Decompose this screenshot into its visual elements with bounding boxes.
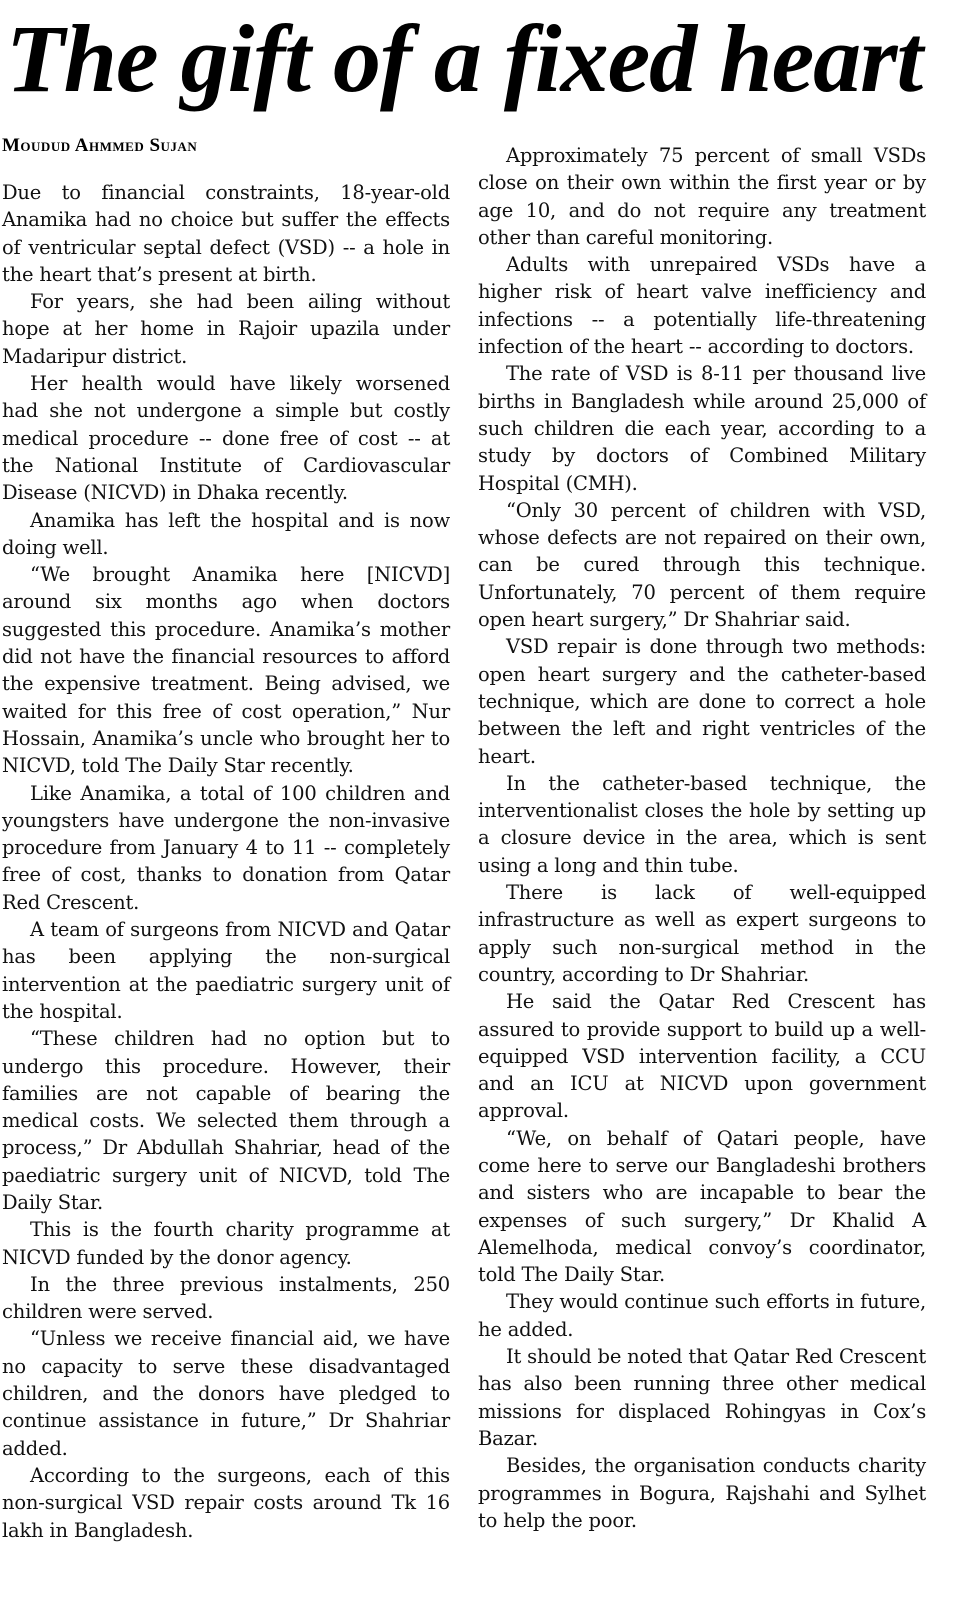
paragraph: A team of surgeons from NICVD and Qatar has been applying the non-surgical intervention at the paediatric surgery unit of the hospital. xyxy=(2,918,450,1023)
paragraph: It should be noted that Qatar Red Crescent has also been running three other medical missions for displaced Rohingyas in Cox’s Bazar. xyxy=(478,1345,926,1450)
article-column-right xyxy=(478,142,926,1534)
article-byline: Moudud Ahmmed Sujan xyxy=(2,135,198,156)
paragraph: “Unless we receive financial aid, we have no capacity to serve these disadvantaged children, and the donors have pledged to continue assistance in future,” Dr Shahriar added. xyxy=(2,1327,450,1460)
article-column-left xyxy=(2,179,450,1544)
paragraph: “These children had no option but to undergo this procedure. However, their families are not capable of bearing the medical costs. We selected them through a process,” Dr Abdullah Shahriar, head of the paediatric surgery unit of NICVD, told The Daily Star. xyxy=(2,1027,450,1214)
paragraph: They would continue such efforts in future, he added. xyxy=(478,1290,926,1341)
paragraph: Like Anamika, a total of 100 children and youngsters have undergone the non-invasive procedure from January 4 to 11 -- completely free of cost, thanks to donation from Qatar Red Crescent. xyxy=(2,781,450,914)
paragraph: VSD repair is done through two methods: open heart surgery and the catheter-based technique, which are done to correct a hole between the left and right ventricles of the heart. xyxy=(478,635,926,768)
paragraph: According to the surgeons, each of this non-surgical VSD repair costs around Tk 16 lakh in Bangladesh. xyxy=(2,1463,450,1542)
paragraph: This is the fourth charity programme at NICVD funded by the donor agency. xyxy=(2,1218,450,1269)
paragraph: “We brought Anamika here [NICVD] around six months ago when doctors suggested this procedure. Anamika’s mother did not have the financial resources to afford the expensive treatment. Being advised, we waited for this free of cost operation,” Nur Hossain, Anamika’s uncle who brought her to NICVD, told The Daily Star recently. xyxy=(2,563,450,778)
paragraph: Anamika has left the hospital and is now doing well. xyxy=(2,508,450,559)
paragraph: In the three previous instalments, 250 children were served. xyxy=(2,1272,450,1324)
paragraph: He said the Qatar Red Crescent has assured to provide support to build up a well-equipped VSD intervention facility, a CCU and an ICU at NICVD upon government approval. xyxy=(478,990,926,1123)
paragraph: “We, on behalf of Qatari people, have come here to serve our Bangladeshi brothers and sisters who are incapable to bear the expenses of such surgery,” Dr Khalid A Alemelhoda, medical convoy’s coordinator, told The Daily Star. xyxy=(478,1126,926,1287)
article-headline: The gift of a fixed heart xyxy=(6,5,923,112)
paragraph: Approximately 75 percent of small VSDs close on their own within the first year or by age 10, and do not require any treatment other than careful monitoring. xyxy=(478,144,926,249)
paragraph: Adults with unrepaired VSDs have a higher risk of heart valve inefficiency and infections -- a potentially life-threatening infection of the heart -- according to doctors. xyxy=(478,253,926,359)
paragraph: Her health would have likely worsened had she not undergone a simple but costly medical procedure -- done free of cost -- at the National Institute of Cardiovascular Disease (NICVD) in Dhaka recently. xyxy=(2,372,450,505)
paragraph: “Only 30 percent of children with VSD, whose defects are not repaired on their own, can be cured through this technique. Unfortunately, 70 percent of them require open heart surgery,” Dr Shahriar said. xyxy=(478,498,926,632)
paragraph: The rate of VSD is 8-11 per thousand live births in Bangladesh while around 25,000 of such children die each year, according to a study by doctors of Combined Military Hospital (CMH). xyxy=(478,362,926,495)
paragraph: Besides, the organisation conducts charity programmes in Bogura, Rajshahi and Sylhet to help the poor. xyxy=(478,1454,926,1532)
paragraph: For years, she had been ailing without hope at her home in Rajoir upazila under Madaripur district. xyxy=(2,290,450,368)
paragraph: In the catheter-based technique, the interventionalist closes the hole by setting up a closure device in the area, which is sent using a long and thin tube. xyxy=(478,771,926,877)
paragraph: There is lack of well-equipped infrastructure as well as expert surgeons to apply such non-surgical method in the country, according to Dr Shahriar. xyxy=(478,881,926,986)
paragraph: Due to financial constraints, 18-year-old Anamika had no choice but suffer the effects of ventricular septal defect (VSD) -- a hole in the heart that’s present at birth. xyxy=(2,181,450,286)
